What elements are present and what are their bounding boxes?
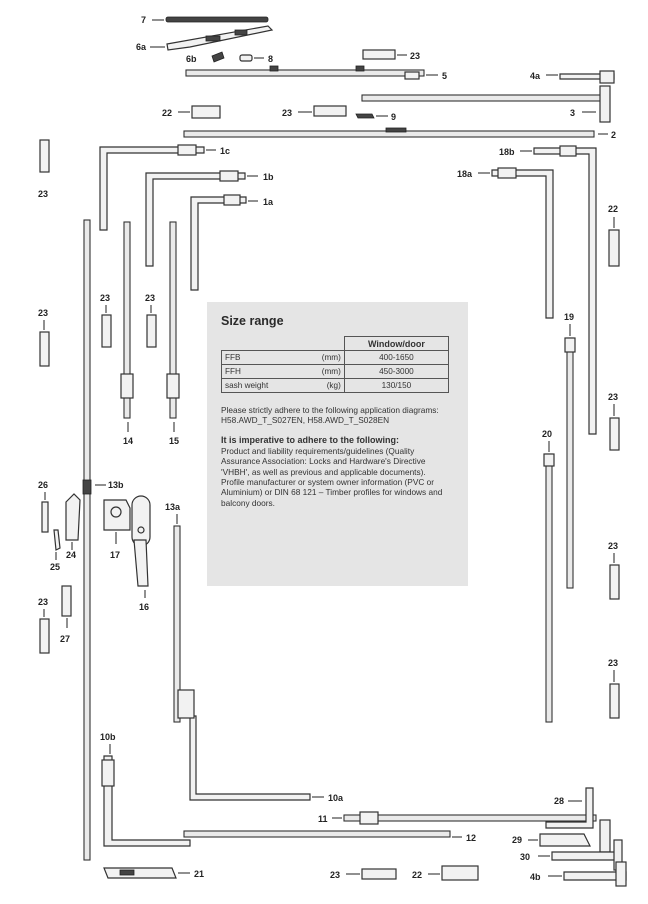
part-2	[184, 128, 616, 140]
label-29: 29	[512, 835, 523, 845]
part-27	[60, 586, 71, 644]
part-23-left-3	[100, 293, 111, 347]
label-10a: 10a	[328, 793, 344, 803]
label-23-left-2: 23	[38, 308, 49, 318]
part-14	[121, 222, 133, 446]
label-4b: 4b	[530, 872, 541, 882]
part-23-mid-top	[282, 106, 346, 118]
label-22-top: 22	[162, 108, 173, 118]
label-22-bottom: 22	[412, 870, 423, 880]
part-24	[66, 494, 80, 560]
part-23-right-3	[608, 658, 619, 718]
part-3	[362, 86, 610, 122]
part-16-handle	[132, 496, 150, 612]
label-4a: 4a	[530, 71, 541, 81]
part-8	[240, 54, 273, 64]
part-28	[546, 788, 593, 828]
label-12: 12	[466, 833, 477, 843]
part-1a	[191, 195, 274, 290]
label-6b: 6b	[186, 54, 197, 64]
part-5	[186, 66, 447, 81]
row-name: sash weight	[222, 379, 303, 393]
part-6a	[136, 26, 272, 52]
label-18b: 18b	[499, 147, 515, 157]
label-14: 14	[123, 436, 134, 446]
label-5: 5	[442, 71, 448, 81]
row-name: FFB	[222, 351, 303, 365]
part-10a	[178, 690, 344, 803]
label-23-mid-top: 23	[282, 108, 293, 118]
part-20	[542, 429, 554, 722]
label-23-left-3: 23	[100, 293, 111, 303]
size-range-table	[221, 336, 449, 393]
label-13a: 13a	[165, 502, 181, 512]
part-23-top	[363, 50, 420, 61]
row-unit: (mm)	[303, 351, 345, 365]
label-6a: 6a	[136, 42, 147, 52]
label-11: 11	[318, 814, 328, 824]
label-8: 8	[268, 54, 274, 64]
row-name: FFH	[222, 365, 303, 379]
part-22-top	[162, 106, 220, 118]
label-21: 21	[194, 869, 205, 879]
part-10b	[100, 732, 190, 846]
part-7	[141, 15, 268, 25]
part-23-left-5	[38, 597, 49, 653]
size-range-title: Size range	[221, 314, 284, 328]
label-16: 16	[139, 602, 150, 612]
part-19	[564, 312, 575, 588]
label-1a: 1a	[263, 197, 274, 207]
label-24: 24	[66, 550, 77, 560]
part-23-left-2	[38, 308, 49, 366]
label-23-bottom: 23	[330, 870, 341, 880]
table-row	[222, 351, 449, 365]
label-30: 30	[520, 852, 531, 862]
label-3: 3	[570, 108, 576, 118]
table-row	[222, 379, 449, 393]
row-value: 400-1650	[344, 351, 448, 365]
label-19: 19	[564, 312, 575, 322]
imperative-item-1: Product and liability requirements/guidelines (Quality Assurance Association: Locks and Hardware's Directive 'VHBH', as well as previous and applicable documents).	[221, 445, 426, 477]
label-10b: 10b	[100, 732, 116, 742]
application-diagrams-note: Please strictly adhere to the following application diagrams: H58.AWD_T_S027EN, H58.AWD_T_S028EN	[221, 405, 439, 426]
label-23-top: 23	[410, 51, 421, 61]
part-9	[356, 112, 396, 122]
label-23-right-2: 23	[608, 541, 619, 551]
part-1b	[146, 171, 274, 266]
label-15: 15	[169, 436, 180, 446]
row-unit: (mm)	[303, 365, 345, 379]
part-4b	[530, 862, 626, 886]
label-23-left-5: 23	[38, 597, 49, 607]
part-23-left-4	[145, 293, 156, 347]
label-13b: 13b	[108, 480, 124, 490]
label-18a: 18a	[457, 169, 473, 179]
part-26	[38, 480, 48, 532]
part-1c	[100, 145, 230, 230]
part-22-bottom	[412, 866, 478, 880]
part-13a	[165, 502, 181, 722]
part-18a	[457, 168, 553, 318]
label-17: 17	[110, 550, 121, 560]
label-23-right-3: 23	[608, 658, 619, 668]
label-20: 20	[542, 429, 553, 439]
label-2: 2	[611, 130, 617, 140]
size-range-panel	[207, 302, 468, 586]
column-header: Window/door	[344, 337, 448, 351]
row-value: 450-3000	[344, 365, 448, 379]
label-27: 27	[60, 634, 71, 644]
part-21	[104, 868, 204, 879]
label-1b: 1b	[263, 172, 274, 182]
part-25	[50, 530, 60, 572]
row-unit: (kg)	[303, 379, 345, 393]
label-22-right: 22	[608, 204, 619, 214]
table-header-row	[222, 337, 449, 351]
part-15	[167, 222, 179, 446]
label-25: 25	[50, 562, 61, 572]
part-23-bottom	[330, 869, 396, 880]
label-7: 7	[141, 15, 147, 25]
part-17	[104, 500, 130, 560]
part-23-right-2	[608, 541, 619, 599]
label-23-left-1: 23	[38, 189, 49, 199]
part-12	[184, 831, 476, 843]
part-6b	[186, 52, 224, 64]
part-22-right	[608, 204, 619, 266]
part-23-left-1	[38, 140, 49, 199]
label-23-left-4: 23	[145, 293, 156, 303]
label-1c: 1c	[220, 146, 231, 156]
label-26: 26	[38, 480, 49, 490]
part-23-right-1	[608, 392, 619, 450]
imperative-item-2: Profile manufacturer or system owner information (PVC or Aluminium) or DIN 68 121 – Timber profiles for windows and balcony doors.	[221, 477, 443, 508]
label-9: 9	[391, 112, 397, 122]
label-23-right-1: 23	[608, 392, 619, 402]
part-4a	[530, 71, 614, 83]
row-value: 130/150	[344, 379, 448, 393]
label-28: 28	[554, 796, 565, 806]
imperative-heading: It is imperative to adhere to the following:	[221, 434, 400, 445]
table-row	[222, 365, 449, 379]
